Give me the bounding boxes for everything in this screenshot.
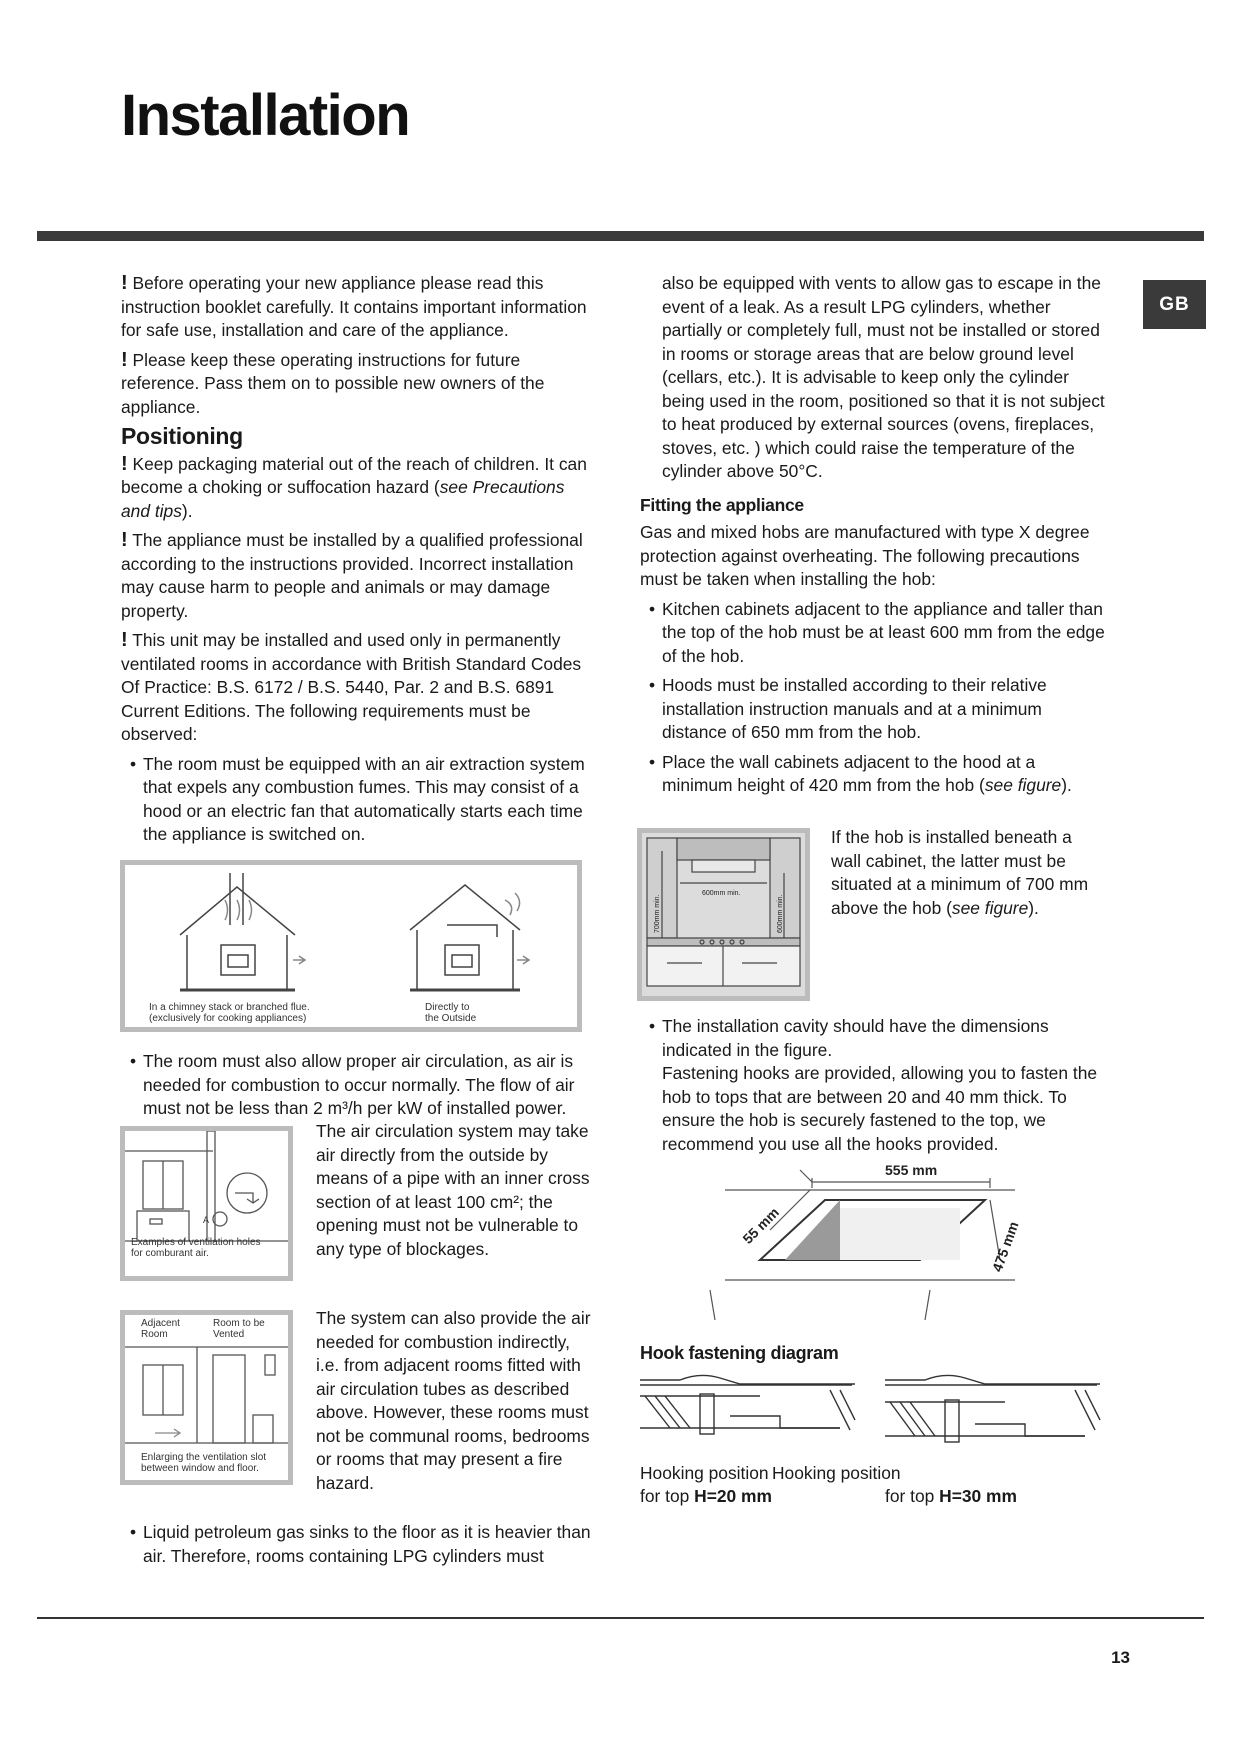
left-column-mid [121,1050,591,1127]
positioning-paragraph-3: ! This unit may be installed and used only in permanently ventilated rooms in accordance with British Standard Codes Of Practice: B.S. 6172 / B.S. 5440, Par. 2 and B.S. 6891 Current Editions. The following requirements must be observed: [121,629,582,744]
warning-icon: ! [121,529,128,551]
hook-diagram-30mm [885,1370,1105,1462]
figure-caption: Examples of ventilation holes [131,1237,261,1248]
dimension-label: 600mm min. [702,890,741,897]
intro-paragraph-2: ! Please keep these operating instructions for future reference. Pass them on to possible new owners of the appliance. [121,348,545,417]
list-item: • The room must also allow proper air circulation, as air is needed for combustion to occur normally. The flow of air must not be less than 2 m³/h per kW of installed power. [130,1051,575,1118]
indirect-air-paragraph: The system can also provide the air needed for combustion indirectly, i.e. from adjacent rooms fitted with air circulation tubes as described above. However, these rooms must not be communal rooms, bedrooms or rooms that may present a fire hazard. [316,1308,591,1493]
fitting-intro: Gas and mixed hobs are manufactured with type X degree protection against overheating. The following precautions must be taken when installing the hob: [640,522,1090,589]
positioning-paragraph-1: ! Keep packaging material out of the reach of children. It can become a choking or suffocation hazard (see Precautions and tips). [121,452,587,521]
footer-rule [37,1617,1204,1619]
right-column-mid [640,1015,1110,1162]
hook-captions [640,1462,1120,1510]
figure-caption: (exclusively for cooking appliances) [149,1013,307,1024]
figure-caption: the Outside [425,1013,477,1024]
hook-caption-right-line2: for top H=30 mm [885,1486,1017,1506]
cabinet-paragraph: If the hob is installed beneath a wall cabinet, the latter must be situated at a minimum of 700 mm above the hob (see figure). [831,827,1089,918]
list-item: • Kitchen cabinets adjacent to the appliance and taller than the top of the hob must be at least 600 mm from the edge of the hob. [649,598,1105,666]
hook-caption-right-line1: Hooking position [772,1463,901,1483]
lpg-continued-paragraph: also be equipped with vents to allow gas to escape in the event of a leak. As a result LPG cylinders, whether partially or completely full, must not be installed or stored in rooms or storage areas that are below ground level (cellars, etc.). It is advisable to keep only the cylinder being used in the room, positioned so that it is not subject to heat produced by external sources (ovens, fireplaces, stoves, etc. ) which could raise the temperature of the cylinder above 50°C. [662,273,1105,481]
warning-icon: ! [121,452,128,475]
left-column-top [121,272,591,853]
cabinet-clearance-figure [637,828,810,1001]
page-number: 13 [1111,1648,1130,1667]
warning-icon: ! [121,629,128,651]
left-column-bottom [121,1521,591,1574]
list-item: • The room must be equipped with an air extraction system that expels any combustion fumes. This may consist of a hood or an electric fan that automatically starts each time the appliance is switched on. [130,753,585,844]
intro-paragraph-1: ! Before operating your new appliance please read this instruction booklet carefully. It contains important information for safe use, installation and care of the appliance. [121,272,587,340]
figure-caption: between window and floor. [141,1463,259,1474]
cabinet-clearance-diagram [642,833,805,996]
figure-caption: for comburant air. [131,1248,209,1259]
positioning-heading: Positioning [121,423,243,449]
hook-caption-left-line1: Hooking position [640,1463,769,1483]
dimension-label: 600mm min. [777,894,784,933]
air-circulation-paragraph: The air circulation system may take air directly from the outside by means of a pipe with an inner cross section of at least 100 cm²; the opening must not be vulnerable to any type of blockages. [316,1121,590,1259]
figure-label: Vented [213,1329,245,1340]
warning-icon: ! [121,348,128,371]
figure-label: Room to be [213,1318,265,1329]
figure-caption: In a chimney stack or branched flue. [149,1002,310,1013]
dimension-label: 475 mm [988,1219,1022,1274]
extraction-figure [120,860,582,1032]
language-tab[interactable]: GB [1143,280,1206,329]
list-item: • Liquid petroleum gas sinks to the floor as it is heavier than air. Therefore, rooms containing LPG cylinders must [130,1522,591,1566]
hook-diagram-20mm [640,1370,860,1462]
indirect-air-text [316,1307,592,1501]
page-title: Installation [121,83,410,148]
dimension-label: 55 mm [739,1204,783,1247]
list-item: • Hoods must be installed according to their relative installation instruction manuals and at a minimum distance of 650 mm from the hob. [649,675,1047,742]
positioning-paragraph-2: ! The appliance must be installed by a qualified professional according to the instructions provided. Incorrect installation may cause harm to people and animals or may damage property. [121,529,583,621]
figure-label: Adjacent [141,1318,180,1329]
figure-caption: Directly to [425,1002,470,1013]
figure-label: Room [141,1329,168,1340]
fitting-heading: Fitting the appliance [640,494,804,515]
fastening-paragraph: Fastening hooks are provided, allowing you to fasten the hob to tops that are between 20 and 40 mm thick. To ensure the hob is securely fastened to the top, we recommend you use all the hooks provided. [662,1063,1098,1154]
figure-caption: Enlarging the ventilation slot [141,1452,267,1463]
hook-caption-left-line2: for top H=20 mm [640,1486,772,1506]
list-item: • The installation cavity should have the dimensions indicated in the figure. [649,1016,1049,1060]
adjacent-room-figure [120,1310,293,1485]
warning-icon: ! [121,272,128,294]
cabinet-text [831,826,1101,926]
dimension-label: 555 mm [885,1162,938,1178]
hook-heading: Hook fastening diagram [640,1343,839,1363]
list-item: • Place the wall cabinets adjacent to the hood at a minimum height of 420 mm from the hob (see figure). [649,751,1072,795]
right-column-top [640,272,1110,804]
ventilation-holes-figure [120,1126,293,1281]
dimension-label: 700mm min. [654,894,661,933]
air-circulation-text [316,1120,592,1267]
header-rule [37,231,1204,241]
figure-label: A [203,1215,210,1225]
cavity-dimensions-diagram [700,1160,1030,1322]
